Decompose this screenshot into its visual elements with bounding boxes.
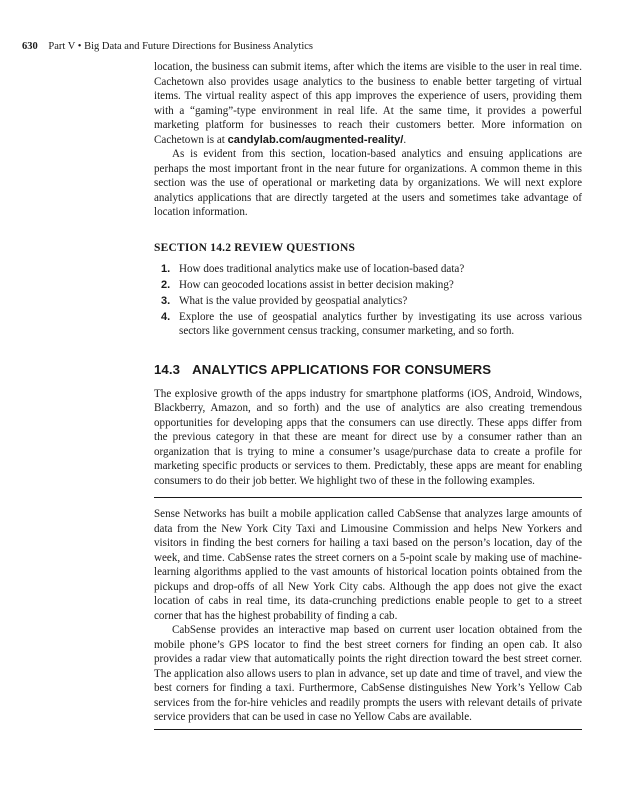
bullet-separator: •: [77, 41, 82, 52]
question-text: What is the value provided by geospatial analytics?: [179, 294, 408, 307]
review-question: [161, 278, 582, 293]
part-label: Part V: [48, 41, 76, 52]
section-heading: [154, 361, 582, 378]
review-questions-heading: SECTION 14.2 REVIEW QUESTIONS: [154, 241, 356, 254]
section-paragraph: The explosive growth of the apps industry for smartphone platforms (iOS, Android, Windows, Blackberry, Amazon, and so forth) and the use of analytics are also creating tremendous opportunities for developing apps that the consumers can use directly. These apps differ from the previous category in that these are meant for direct use by a consumer rather than an organization that is trying to mine a consumer’s usage/purchase data to create a profile for marketing specific products or services to them. Predictably, these apps are meant for enabling consumers to do their job better. We highlight two of these in the following examples.: [154, 387, 582, 487]
box-bottom-rule: [154, 729, 582, 730]
book-section-title: Big Data and Future Directions for Business Analytics: [84, 41, 313, 52]
review-question: [161, 262, 582, 277]
question-text: How does traditional analytics make use of location-based data?: [179, 262, 465, 275]
cabsense-example-box: [154, 498, 582, 725]
intro-paragraph-1: [154, 60, 582, 147]
review-question: [161, 294, 582, 309]
running-head: [22, 40, 582, 54]
question-number: 1.: [161, 262, 171, 275]
page-number: 630: [22, 41, 38, 52]
intro-paragraph-1-text: location, the business can submit items, after which the items are visible to the user in real time. Cachetown also provides usage analytics to the business to enable better targeting of virtual items. The virtual reality aspect of this app improves the experience of users, providing them with a “gaming”-type environment in real life. At the same time, it provides a powerful marketing platform for businesses to reach their customers better. More information on Cachetown is at: [154, 61, 582, 146]
question-text: Explore the use of geospatial analytics further by investigating its use across various sectors like government census tracking, consumer marketing, and so forth.: [179, 310, 582, 337]
section-title: ANALYTICS APPLICATIONS FOR CONSUMERS: [192, 361, 492, 377]
cabsense-paragraph-2: CabSense provides an interactive map based on current user location obtained from the mobile phone’s GPS locator to find the best street corners for finding an open cab. It also provides a radar view that automatically points the right direction toward the best street corner. The application also allows users to plan in advance, set up date and time of travel, and view the best corners for finding a taxi. Furthermore, CabSense distinguishes New York’s Yellow Cab services from the for-hire vehicles and readily prompts the users with relevant details of private service providers that can be used in case no Yellow Cabs are available.: [154, 624, 582, 723]
question-number: 4.: [161, 310, 171, 323]
review-questions-list: [154, 262, 582, 339]
intro-paragraph-2: As is evident from this section, location-based analytics and ensuing applications are perhaps the most important front in the near future for organizations. A common theme in this section was the use of operational or marketing data by organizations. We will next explore analytics applications that are directly targeted at the users and sometimes take advantage of location information.: [154, 148, 582, 218]
question-text: How can geocoded locations assist in better decision making?: [179, 278, 454, 291]
review-question: [161, 310, 582, 339]
page-content: [154, 60, 582, 730]
section-number: 14.3: [154, 361, 181, 377]
cabsense-paragraph-1: Sense Networks has built a mobile application called CabSense that analyzes large amounts of data from the New York City Taxi and Limousine Commission and helps New Yorkers and visitors in finding the best corners for hailing a taxi based on the person’s location, day of the week, and time. CabSense rates the street corners on a 5-point scale by making use of machine-learning algorithms applied to the vast amounts of historical location points obtained from the pickups and drop-offs of all New York City cabs. Although the app does not give the exact location of cabs in real time, its data-crunching predictions enable people to get to a street corner that has the highest probability of finding a cab.: [154, 508, 582, 622]
cachetown-link[interactable]: candylab.com/augmented-reality/: [227, 133, 404, 146]
question-number: 2.: [161, 278, 171, 291]
question-number: 3.: [161, 294, 171, 307]
intro-paragraph-1-end: .: [403, 133, 407, 146]
